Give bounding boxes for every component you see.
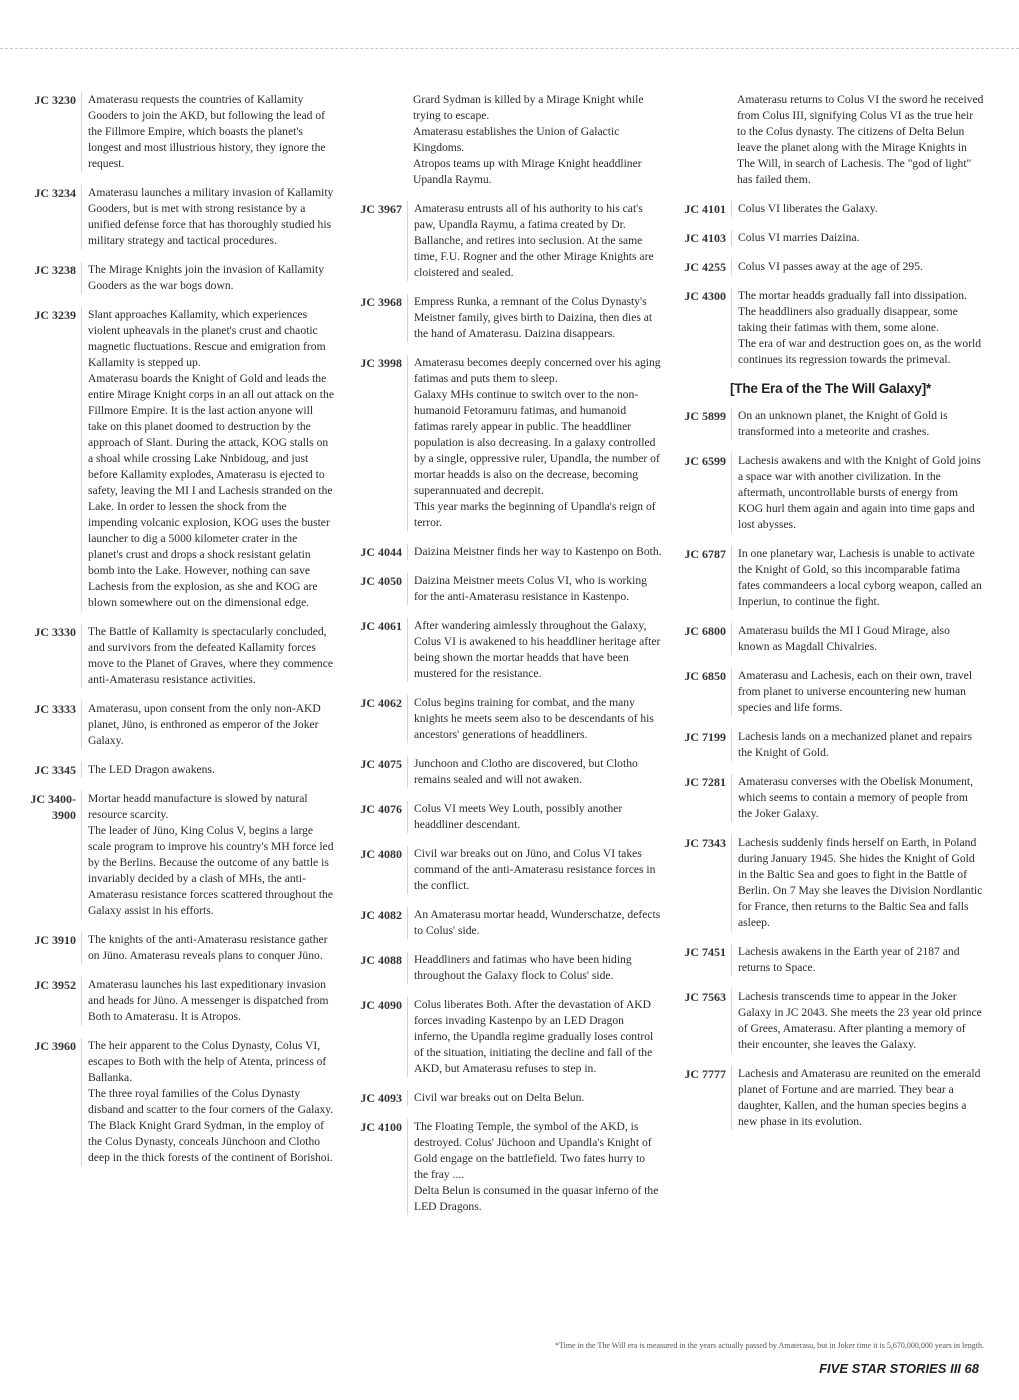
entry-text [407,201,662,281]
entry-text [81,262,334,294]
entry-paragraph: Galaxy MHs continue to switch over to the non-humanoid Fetoramuru fatimas, and humanoid fatimas rarely appear in public. The headdliner population is also decreasing. In a galaxy controlled by a single, oppressive ruler, Upandla, the number of mortar headds is also on the decrease, becoming superannuated and decrepit. [414,388,660,497]
timeline-entry [344,801,662,833]
entry-text [407,1119,662,1215]
timeline-entry [344,618,662,682]
timeline-column-1 [18,92,334,1179]
entry-text [731,201,984,217]
entry-text [407,997,662,1077]
entry-year: JC 4088 [360,953,402,967]
timeline-entry [668,835,984,931]
entry-text [407,1090,662,1106]
entry-text [81,624,334,688]
entry-text [731,835,984,931]
timeline-entry [18,307,334,611]
entry-text [81,185,334,249]
entry-paragraph: Amaterasu requests the countries of Kallamity Gooders to join the AKD, but following the lead of the Fillmore Empire, which boasts the planet's longest and most illustrious history, they ignore the request. [88,93,326,170]
entry-year: JC 6800 [684,624,726,638]
page-footer: FIVE STAR STORIES III 68 [819,1361,979,1376]
entry-paragraph: Lachesis awakens and with the Knight of Gold joins a space war with another civilization. In the aftermath, uncontrollable bursts of energy from KOG hurl them again and again into time gaps and lost abysses. [738,454,981,531]
entry-text [731,944,984,976]
entry-paragraph: Slant approaches Kallamity, which experiences violent upheavals in the planet's crust and chaotic magnetic fluctuations. Rescue and emigration from Kallamity is stepped up. [88,308,326,369]
entry-text [731,259,984,275]
entry-year: JC 3952 [34,978,76,992]
entry-year: JC 4062 [360,696,402,710]
timeline-entry [18,92,334,172]
entry-text [81,977,334,1025]
timeline-entry [668,201,984,217]
entry-year [344,92,407,188]
entry-text [81,307,334,611]
entry-year: JC 4082 [360,908,402,922]
entry-paragraph: Lachesis transcends time to appear in the Joker Galaxy in JC 2043. She meets the 23 year old prince of Grees, Amaterasu. After planting a memory of their encounter, she leaves the Galaxy. [738,990,982,1051]
entry-paragraph: This year marks the beginning of Upandla's reign of terror. [414,500,656,529]
entry-paragraph: Grard Sydman is killed by a Mirage Knight while trying to escape. [413,93,644,122]
entry-text [731,623,984,655]
entry-year: JC 4050 [360,574,402,588]
entry-paragraph: The Black Knight Grard Sydman, in the employ of the Colus Dynasty, conceals Jünchoon and Clotho deep in the thick forests of the continent of Borishoi. [88,1119,333,1164]
entry-year: JC 3998 [360,356,402,370]
entry-year: JC 5899 [684,409,726,423]
timeline-entry [344,1119,662,1215]
entry-paragraph: On an unknown planet, the Knight of Gold is transformed into a meteorite and crashes. [738,409,948,438]
entry-year: JC 4044 [360,545,402,559]
entry-text [81,762,334,778]
entry-paragraph: Amaterasu builds the MI I Goud Mirage, also known as Magdall Chivalries. [738,624,950,653]
timeline-entry [344,695,662,743]
entry-paragraph: Amaterasu and Lachesis, each on their own, travel from planet to universe encountering new human species and life forms. [738,669,973,714]
timeline-entry [668,623,984,655]
entry-paragraph: The era of war and destruction goes on, as the world continues its regression towards the primeval. [738,337,982,366]
entry-text [731,668,984,716]
timeline-entry [18,624,334,688]
entry-paragraph: Empress Runka, a remnant of the Colus Dynasty's Meistner family, gives birth to Daizina, then dies at the hand of Amaterasu. Daizina disappears. [414,295,653,340]
timeline-entry [18,1038,334,1166]
entry-paragraph: Lachesis lands on a mechanized planet and repairs the Knight of Gold. [738,730,973,759]
entry-paragraph: The heir apparent to the Colus Dynasty, Colus VI, escapes to Both with the help of Atenta, princess of Ballanka. [88,1039,327,1084]
entry-text [81,791,334,919]
entry-text [407,952,662,984]
entry-paragraph: Colus VI marries Daizina. [738,231,860,244]
entry-year: JC 3400-3900 [30,792,76,822]
entry-year: JC 4300 [684,289,726,303]
entry-text [407,801,662,833]
entry-text [407,573,662,605]
timeline-entry [344,1090,662,1106]
timeline-entry [344,573,662,605]
timeline-entry [668,230,984,246]
entry-year: JC 7451 [684,945,726,959]
entry-year: JC 3910 [34,933,76,947]
entry-text [731,1066,984,1130]
entry-text [731,546,984,610]
entry-text [407,544,662,560]
entry-year: JC 3239 [34,308,76,322]
timeline-entry [668,989,984,1053]
entry-year: JC 4093 [360,1091,402,1105]
entry-year: JC 3968 [360,295,402,309]
entry-year: JC 7343 [684,836,726,850]
entry-year: JC 3238 [34,263,76,277]
entry-year: JC 4101 [684,202,726,216]
entry-paragraph: Junchoon and Clotho are discovered, but Clotho remains sealed and will not awaken. [414,757,638,786]
entry-year: JC 4090 [360,998,402,1012]
entry-paragraph: Colus liberates Both. After the devastation of AKD forces invading Kastenpo by an LED Dragon inferno, the Upandla regime gradually loses control of the situation, initiating the decline and fall of the AKD, but Amaterasu refuses to step in. [414,998,654,1075]
entry-paragraph: Amaterasu launches his last expeditionary invasion and heads for Jüno. A messenger is dispatched from Both to Amaterasu. It is Atropos. [88,978,329,1023]
entry-paragraph: Amaterasu establishes the Union of Galactic Kingdoms. [413,125,620,154]
timeline-entry [668,259,984,275]
entry-paragraph: After wandering aimlessly throughout the Galaxy, Colus VI is awakened to his headdliner heritage after being shown the mortar headds that have been mustered for the resistance. [414,619,661,680]
timeline-entry [668,546,984,610]
entry-text [407,846,662,894]
entry-year: JC 3960 [34,1039,76,1053]
entry-year: JC 4075 [360,757,402,771]
timeline-entry [668,944,984,976]
entry-paragraph: In one planetary war, Lachesis is unable to activate the Knight of Gold, so this incomparable fatima fates commandeers a local cyborg weapon, called an Inperiun, to continue the fight. [738,547,982,608]
entry-year: JC 4103 [684,231,726,245]
timeline-entry [668,453,984,533]
entry-year: JC 4255 [684,260,726,274]
entry-paragraph: The Floating Temple, the symbol of the AKD, is destroyed. Colus' Jüchoon and Upandla's Knight of Gold engage on the battlefield. Two fates hurry to the fray .... [414,1120,652,1181]
entry-paragraph: Daizina Meistner meets Colus VI, who is working for the anti-Amaterasu resistance in Kastenpo. [414,574,647,603]
top-rule [0,48,1019,49]
section-heading: [The Era of the The Will Galaxy]* [730,381,932,396]
entry-text [407,618,662,682]
timeline-entry [18,791,334,919]
timeline-column-3 [668,92,984,1143]
entry-paragraph: Amaterasu boards the Knight of Gold and leads the entire Mirage Knight corps in an all out attack on the Fillmore Empire. It is the last action anyone will take on this planet doomed to destruction by the approach of Slant. During the attack, KOG stalls on a shoal while crossing Lake Nnbidoug, and just before Kallamity explodes, Amaterasu is ejected to safety, leaving the MI I and Lachesis stranded on the Lake. In order to lessen the shock from the impending volcanic explosion, KOG uses the buster launcher to dig a 5000 kilometer crater in the planet's crust and drops a shock resistant gelatin bomb into the Lake. However, nothing can save Lachesis from the explosion, as she and KOG are blown somewhere out on the dimensional edge. [88,372,334,609]
entry-text [81,92,334,172]
entry-text [731,774,984,822]
entry-text [731,230,984,246]
entry-paragraph: Civil war breaks out on Delta Belun. [414,1091,585,1104]
timeline-entry [18,932,334,964]
entry-paragraph: Lachesis and Amaterasu are reunited on the emerald planet of Fortune and are married. They bear a daughter, Kallen, and the human species begins a new phase in its evolution. [738,1067,981,1128]
entry-text [731,453,984,533]
footnote: *Time in the The Will era is measured in the years actually passed by Amaterasu, but in Joker time it is 5,670,000,000 years in length. [554,1341,984,1350]
entry-year: JC 7777 [684,1067,726,1081]
entry-text [407,92,662,188]
entry-year: JC 3967 [360,202,402,216]
timeline-entry [344,355,662,531]
timeline-entry [344,952,662,984]
entry-paragraph: Headdliners and fatimas who have been hiding throughout the Galaxy flock to Colus' side. [414,953,632,982]
entry-paragraph: Amaterasu entrusts all of his authority to his cat's paw, Upandla Raymu, a fatima created by Dr. Ballanche, and retires into seclusion. At the same time, F.U. Rogner and the other Mirage Knights are cloistered and sealed. [414,202,654,279]
entry-year: JC 3230 [34,93,76,107]
entry-paragraph: Amaterasu becomes deeply concerned over his aging fatimas and puts them to sleep. [414,356,661,385]
entry-year: JC 6599 [684,454,726,468]
entry-year: JC 6787 [684,547,726,561]
entry-paragraph: An Amaterasu mortar headd, Wunderschatze, defects to Colus' side. [414,908,661,937]
entry-paragraph: Colus begins training for combat, and the many knights he meets seem also to be descendants of his ancestors' generations of headdliners. [414,696,654,741]
entry-year [668,92,731,188]
entry-text [731,408,984,440]
timeline-entry [18,185,334,249]
entry-paragraph: Colus VI passes away at the age of 295. [738,260,923,273]
entry-paragraph: Lachesis awakens in the Earth year of 2187 and returns to Space. [738,945,960,974]
entry-year: JC 4100 [360,1120,402,1134]
entry-paragraph: Amaterasu, upon consent from the only non-AKD planet, Jüno, is enthroned as emperor of the Joker Galaxy. [88,702,321,747]
timeline-entry [668,288,984,368]
entry-paragraph: The mortar headds gradually fall into dissipation. The headdliners also gradually disappear, some taking their fatimas with them, some alone. [738,289,967,334]
timeline-entry [344,92,662,188]
entry-text [731,288,984,368]
entry-paragraph: Atropos teams up with Mirage Knight headdliner Upandla Raymu. [413,157,642,186]
entry-text [731,729,984,761]
timeline-entry [668,729,984,761]
entry-year: JC 7199 [684,730,726,744]
entry-year: JC 4076 [360,802,402,816]
timeline-entry [668,668,984,716]
entry-year: JC 4061 [360,619,402,633]
entry-paragraph: The leader of Jüno, King Colus V, begins a large scale program to improve his country's MH force led by the Berlins. Because the outcome of any battle is invariably decided by a clash of MHs, the anti-Amaterasu resistance forces scattered throughout the Galaxy assist in his efforts. [88,824,334,917]
entry-paragraph: Colus VI liberates the Galaxy. [738,202,878,215]
entry-paragraph: The three royal families of the Colus Dynasty disband and scatter to the four corners of the Galaxy. [88,1087,334,1116]
entry-year: JC 3333 [34,702,76,716]
entry-text [407,907,662,939]
entry-paragraph: Daizina Meistner finds her way to Kastenpo on Both. [414,545,662,558]
timeline-entry [344,997,662,1077]
entry-year: JC 6850 [684,669,726,683]
entry-paragraph: The LED Dragon awakens. [88,763,215,776]
entry-text [407,294,662,342]
timeline-entry [344,846,662,894]
entry-paragraph: The Battle of Kallamity is spectacularly concluded, and survivors from the defeated Kallamity forces move to the Planet of Graves, where they commence anti-Amaterasu resistance activities. [88,625,333,686]
timeline-entry [668,408,984,440]
timeline-entry [344,544,662,560]
timeline-column-2 [344,92,662,1228]
entry-year: JC 7281 [684,775,726,789]
timeline-entry [668,1066,984,1130]
timeline-entry [18,977,334,1025]
entry-text [407,695,662,743]
entry-paragraph: Civil war breaks out on Jüno, and Colus VI takes command of the anti-Amaterasu resistance forces in the conflict. [414,847,656,892]
entry-year: JC 3330 [34,625,76,639]
entry-paragraph: Amaterasu launches a military invasion of Kallamity Gooders, but is met with strong resistance by a unified defense force that has thoroughly studied his military strategy and tactical procedures. [88,186,334,247]
entry-paragraph: The Mirage Knights join the invasion of Kallamity Gooders as the war bogs down. [88,263,325,292]
entry-paragraph: The knights of the anti-Amaterasu resistance gather on Jüno. Amaterasu reveals plans to conquer Jüno. [88,933,328,962]
entry-text [407,355,662,531]
timeline-entry [18,762,334,778]
entry-text [407,756,662,788]
entry-paragraph: Amaterasu returns to Colus VI the sword he received from Colus III, signifying Colus VI as the true heir to the Colus dynasty. The citizens of Delta Belun leave the planet along with the Mirage Knights in The Will, in search of Lachesis. The "god of light" has failed them. [737,93,984,186]
timeline-entry [344,756,662,788]
entry-text [81,1038,334,1166]
timeline-entry [668,92,984,188]
entry-year: JC 3234 [34,186,76,200]
entry-year: JC 3345 [34,763,76,777]
entry-paragraph: Mortar headd manufacture is slowed by natural resource scarcity. [88,792,308,821]
entry-text [81,932,334,964]
entry-text [731,989,984,1053]
entry-year: JC 4080 [360,847,402,861]
timeline-entry [668,774,984,822]
entry-paragraph: Amaterasu converses with the Obelisk Monument, which seems to contain a memory of people from the Joker Galaxy. [738,775,974,820]
timeline-entry [344,294,662,342]
timeline-entry [18,701,334,749]
timeline-entry [344,907,662,939]
timeline-entry [344,201,662,281]
entry-paragraph: Lachesis suddenly finds herself on Earth, in Poland during January 1945. She hides the Knight of Gold in the Baltic Sea and goes to fight in the Battle of Berlin. On 7 May she leaves the Division Nordlantic for France, then returns to the Baltic Sea and falls asleep. [738,836,983,929]
timeline-entry [18,262,334,294]
entry-paragraph: Colus VI meets Wey Louth, possibly another headdliner descendant. [414,802,623,831]
entry-paragraph: Delta Belun is consumed in the quasar inferno of the LED Dragons. [414,1184,659,1213]
entry-year: JC 7563 [684,990,726,1004]
entry-text [81,701,334,749]
entry-text [731,92,984,188]
